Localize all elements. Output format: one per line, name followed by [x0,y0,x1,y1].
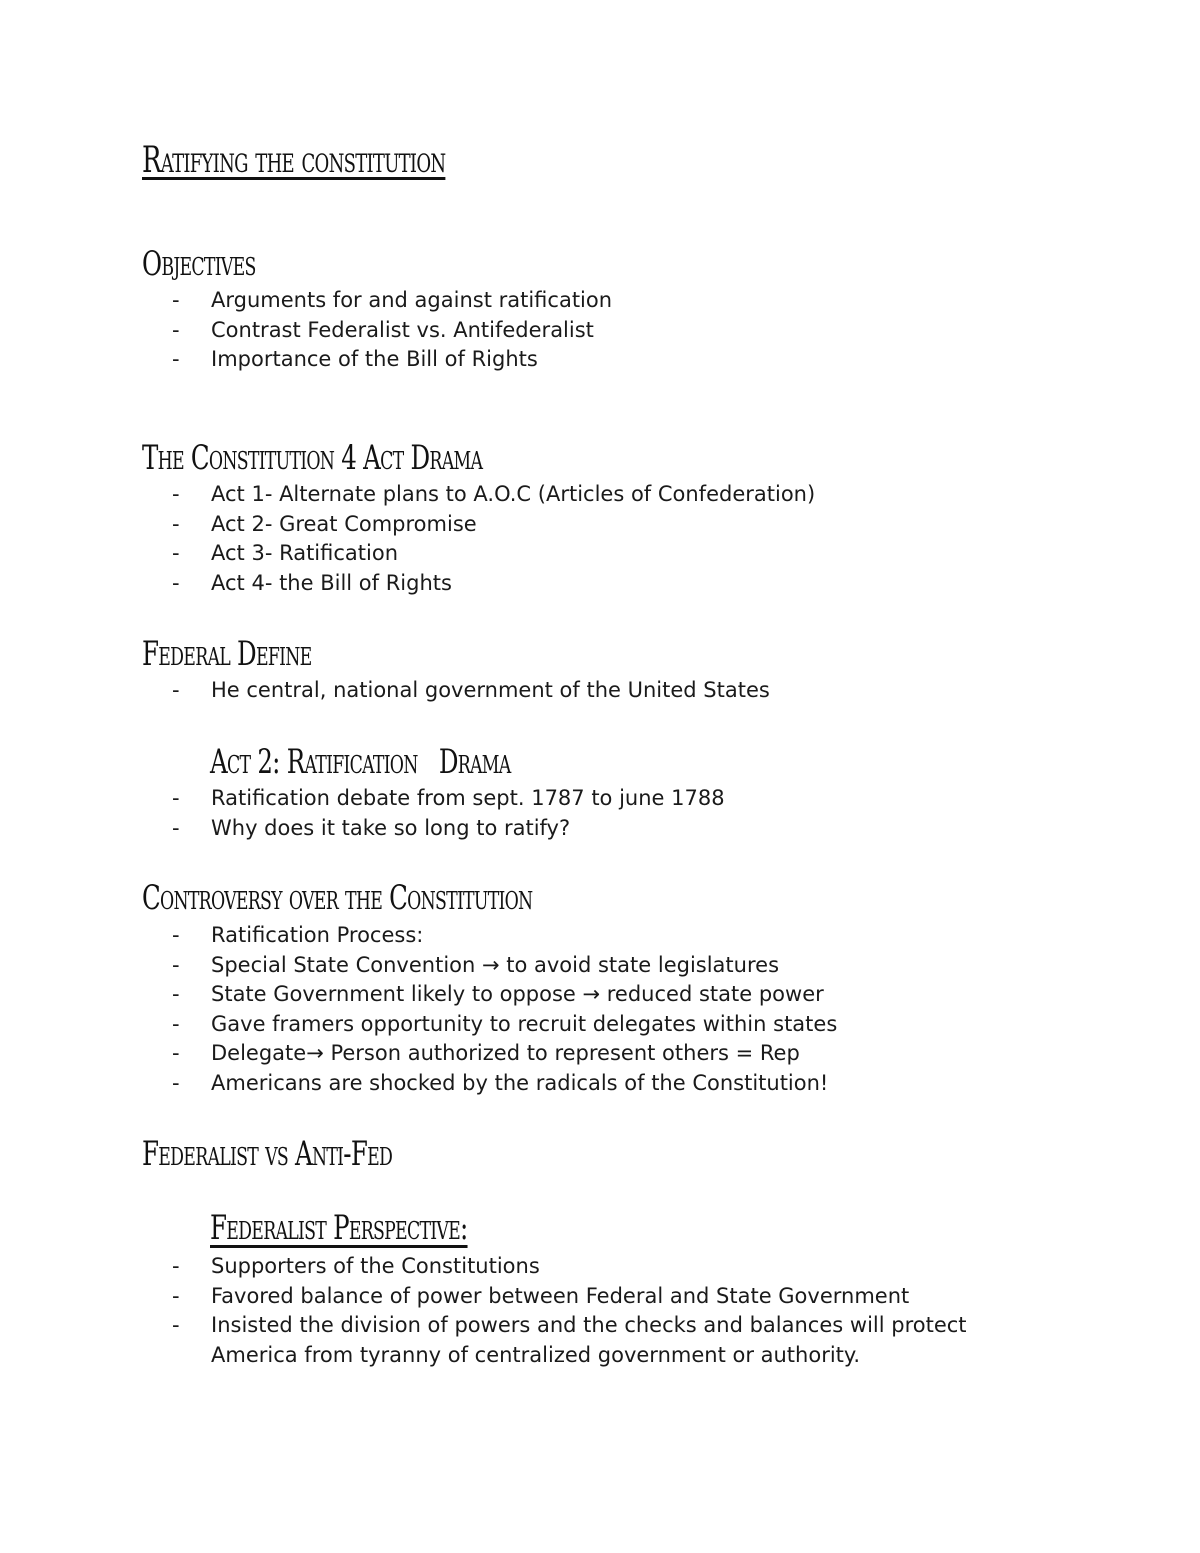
bullet-dash: - [172,347,180,372]
bullet-dash: - [172,570,180,595]
list-item: - Contrast Federalist vs. Antifederalist [172,316,612,346]
bullet-dash: - [172,815,180,840]
list-item: - Act 1- Alternate plans to A.O.C (Articles of Confederation) [172,480,815,510]
list-item: - State Government likely to oppose → reduced state power [172,980,837,1010]
heading-federalist-perspective: Federalist Perspective: [210,1208,468,1248]
bullet-dash: - [172,1313,180,1338]
heading-federal-define: Federal Define [142,634,312,674]
list-item: - Supporters of the Constitutions [172,1252,1041,1282]
list-item: - Gave framers opportunity to recruit delegates within states [172,1010,837,1040]
bullet-dash: - [172,1011,180,1036]
list-item: - Ratification Process: [172,921,837,951]
list-item: - Americans are shocked by the radicals of the Constitution! [172,1069,837,1099]
heading-act2-ratification-drama: Act 2: Ratification Drama [210,742,511,782]
heading-controversy: Controversy over the Constitution [142,878,533,918]
ratification-drama-list [172,784,725,843]
list-item: - Act 2- Great Compromise [172,510,815,540]
bullet-dash: - [172,982,180,1007]
list-item: - He central, national government of the United States [172,676,770,706]
list-item: - Favored balance of power between Federal and State Government [172,1282,1041,1312]
federal-define-list [172,676,770,706]
bullet-dash: - [172,786,180,810]
list-item: - Delegate→ Person authorized to represent others = Rep [172,1039,837,1069]
list-item: - Act 4- the Bill of Rights [172,569,815,599]
controversy-list [172,921,837,1099]
list-item: - Insisted the division of powers and the checks and balances will protect America from tyranny of centralized government or authority. [172,1313,967,1367]
bullet-dash: - [172,1041,180,1066]
heading-four-act-drama: The Constitution 4 Act Drama [142,438,483,478]
bullet-dash: - [172,1283,180,1308]
bullet-dash: - [172,288,180,312]
list-item: - Ratification debate from sept. 1787 to june 1788 [172,784,725,814]
list-item: - Why does it take so long to ratify? [172,814,725,844]
list-item: - Act 3- Ratification [172,539,815,569]
federalist-perspective-list [172,1252,1041,1370]
heading-federalist-vs-anti-fed: Federalist vs Anti-Fed [142,1134,393,1174]
heading-objectives: Objectives [142,244,256,284]
bullet-dash: - [172,317,180,342]
bullet-dash: - [172,952,180,977]
act-drama-list [172,480,815,598]
list-item: - Arguments for and against ratification [172,286,612,316]
bullet-dash: - [172,923,180,947]
bullet-dash: - [172,678,180,702]
bullet-dash: - [172,482,180,506]
bullet-dash: - [172,1254,180,1278]
bullet-dash: - [172,511,180,536]
document-title: Ratifying the constitution [142,140,446,181]
list-item: - Importance of the Bill of Rights [172,345,612,375]
list-item: - Special State Convention → to avoid state legislatures [172,951,837,981]
bullet-dash: - [172,541,180,566]
bullet-dash: - [172,1070,180,1095]
objectives-list [172,286,612,375]
